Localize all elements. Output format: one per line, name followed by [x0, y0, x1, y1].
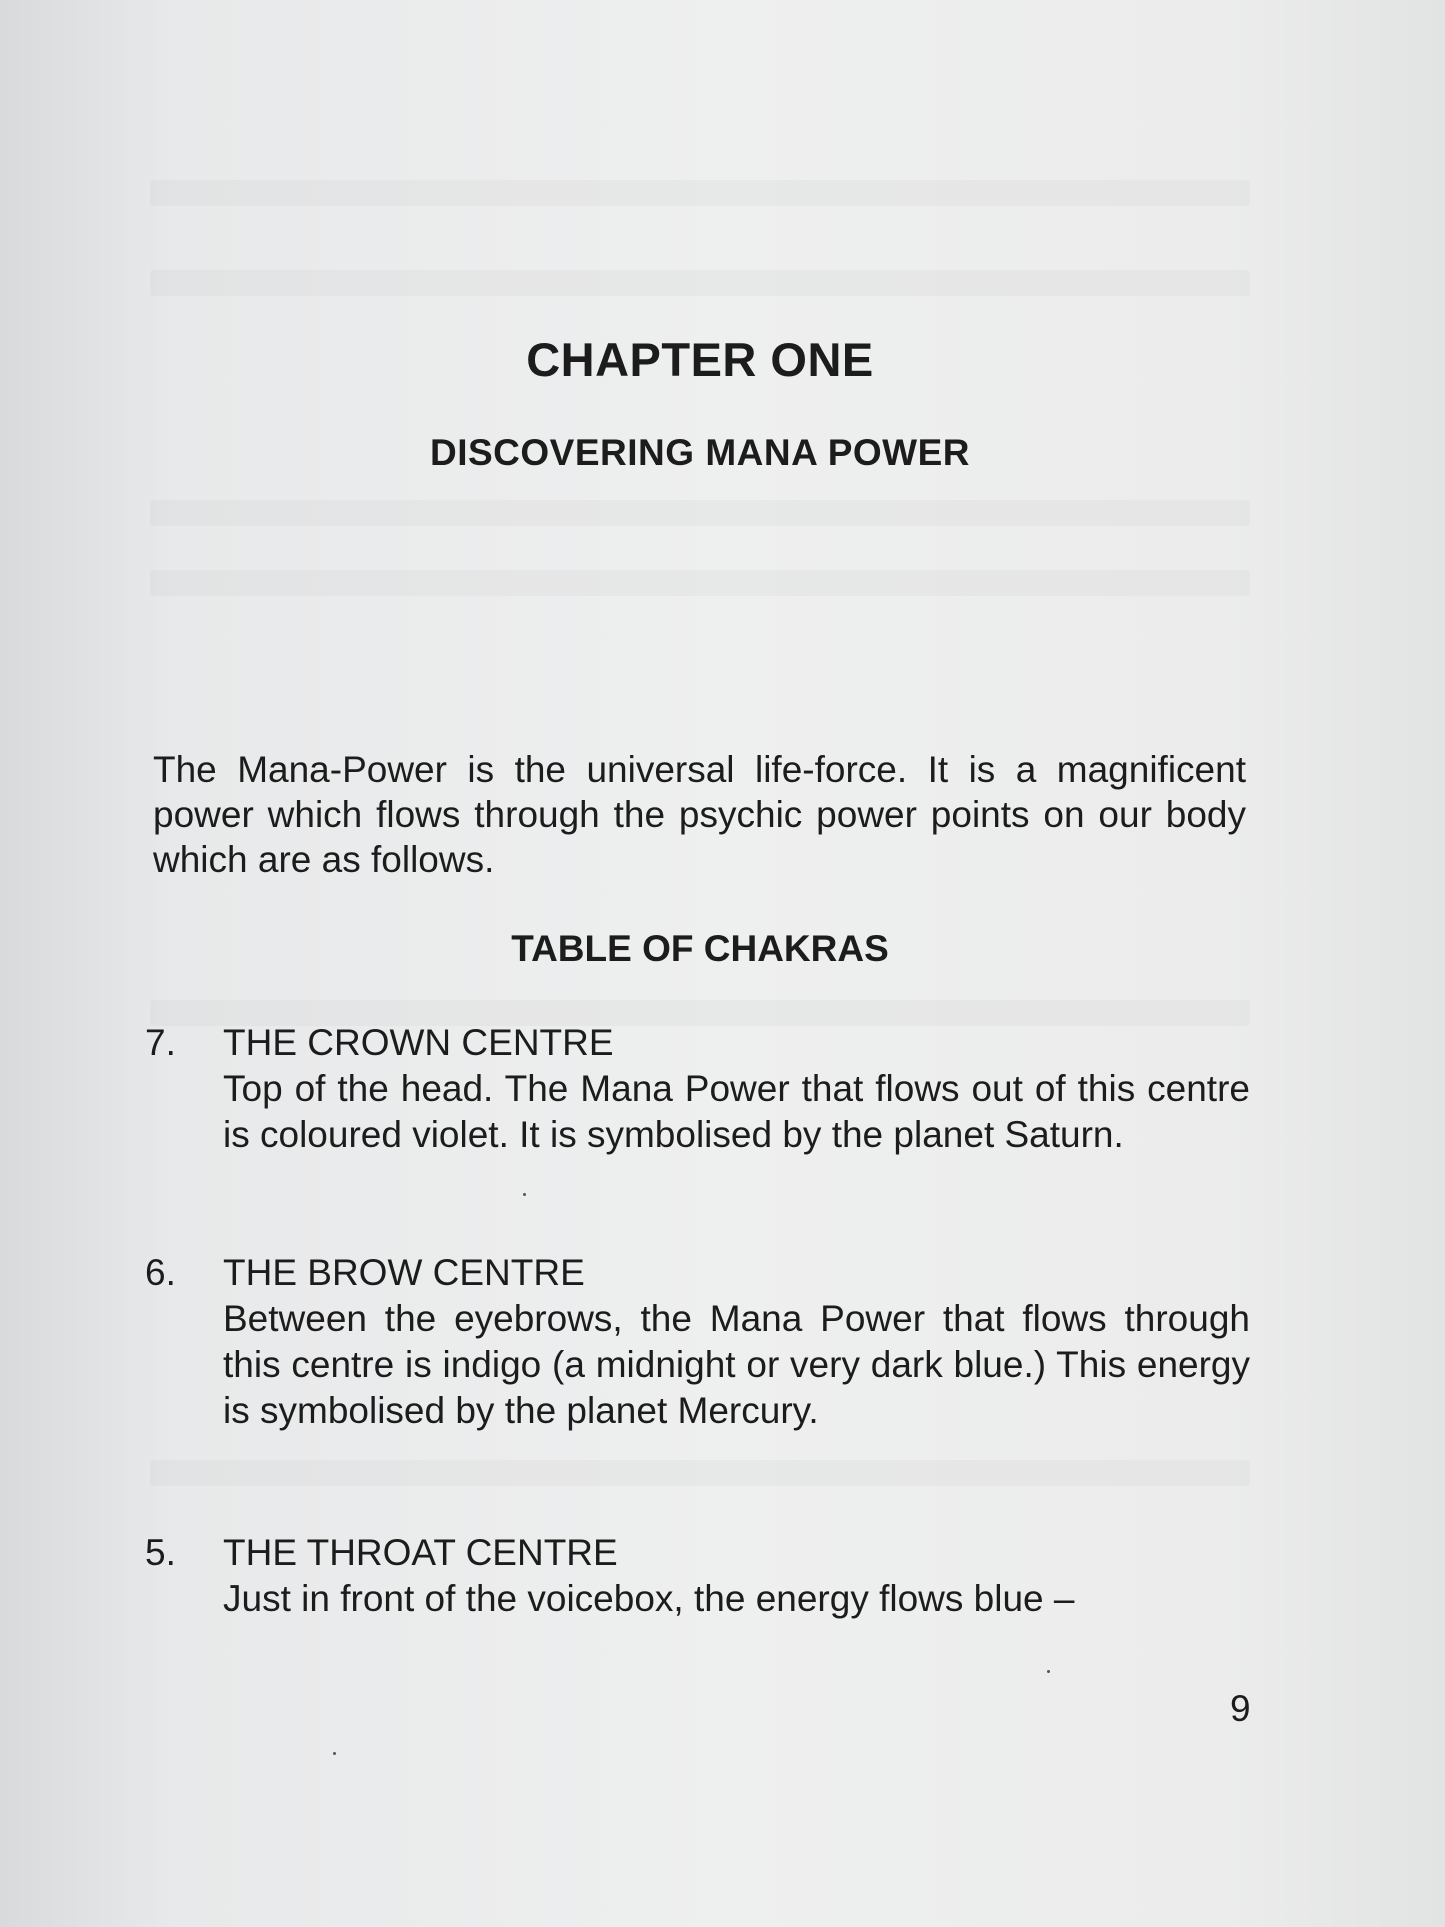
chakra-name: THE BROW CENTRE — [223, 1252, 585, 1293]
show-through-line — [150, 180, 1250, 206]
table-heading: TABLE OF CHAKRAS — [511, 928, 889, 969]
chakra-number: 5. — [145, 1532, 176, 1573]
chapter-subtitle: DISCOVERING MANA POWER — [430, 432, 970, 473]
chakra-item-throat — [145, 1530, 1250, 1622]
chakra-item-brow — [145, 1250, 1250, 1434]
intro-paragraph: The Mana-Power is the universal life-force. It is a magnificent power which flows through the psychic power points on our body which are as follows. — [153, 749, 1246, 880]
chapter-title: CHAPTER ONE — [526, 333, 874, 386]
show-through-line — [150, 270, 1250, 296]
chakra-description: Top of the head. The Mana Power that flows out of this centre is coloured violet. It is symbolised by the planet Saturn. — [223, 1068, 1250, 1155]
show-through-line — [150, 570, 1250, 596]
chakra-number: 6. — [145, 1252, 176, 1293]
paper-speck — [523, 1193, 526, 1196]
show-through-line — [150, 1460, 1250, 1486]
chakra-description: Just in front of the voicebox, the energy flows blue – — [223, 1578, 1075, 1619]
paper-speck — [1047, 1670, 1050, 1673]
paper-speck — [333, 1752, 336, 1755]
chakra-item-crown — [145, 1020, 1250, 1158]
chakra-name: THE THROAT CENTRE — [223, 1532, 618, 1573]
chakra-number: 7. — [145, 1022, 176, 1063]
show-through-line — [150, 500, 1250, 526]
page-number: 9 — [1230, 1688, 1251, 1729]
chakra-description: Between the eyebrows, the Mana Power that flows through this centre is indigo (a midnight or very dark blue.) This energy is symbolised by the planet Mercury. — [223, 1298, 1250, 1431]
chakra-name: THE CROWN CENTRE — [223, 1022, 614, 1063]
